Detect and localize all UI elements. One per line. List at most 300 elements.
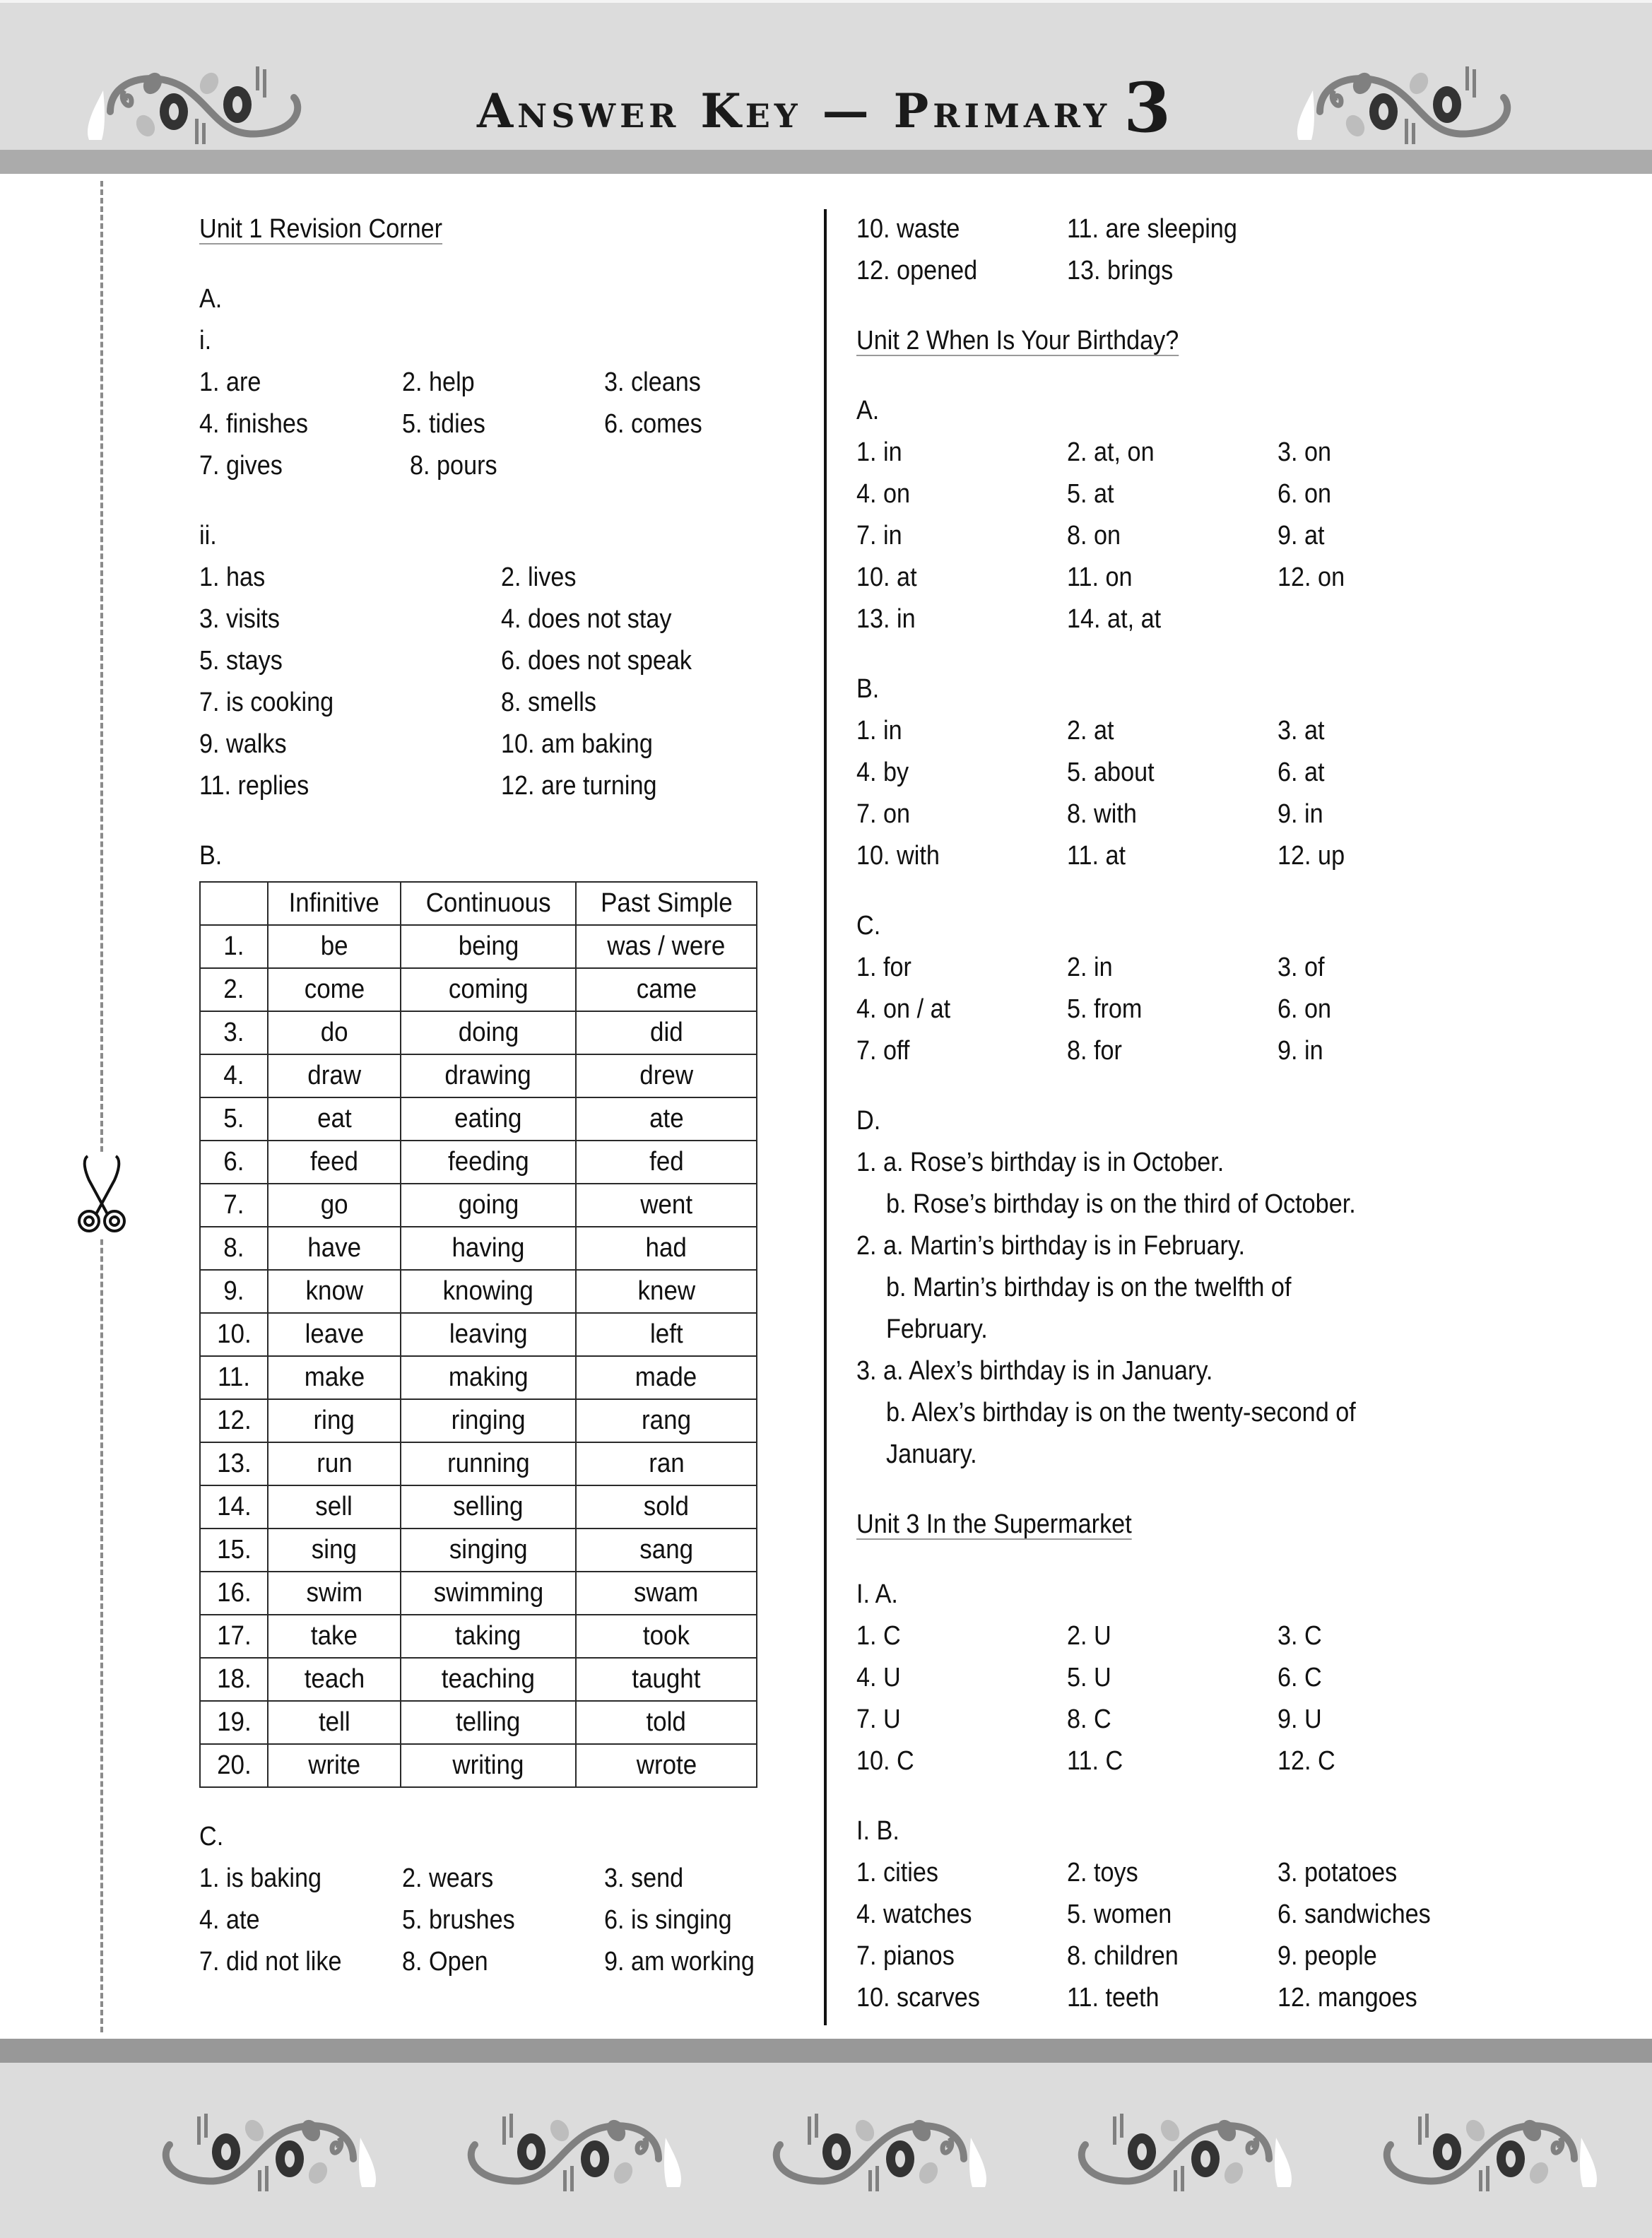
table-cell [401, 968, 576, 1011]
table-cell [200, 1399, 268, 1442]
cell-text: ring [313, 1406, 355, 1435]
answer-item: 8. pours [410, 451, 497, 481]
answer-item: 5. brushes [401, 1905, 515, 1935]
answer-item: 3. of [1278, 953, 1325, 982]
answer-sentence-text: February. [886, 1314, 988, 1344]
table-cell [576, 1399, 757, 1442]
floral-motif-icon [1082, 2114, 1292, 2191]
table-cell [576, 1744, 757, 1787]
answer-item: 1. is baking [199, 1863, 322, 1893]
answer-item: 12. on [1278, 563, 1345, 592]
cell-text: Continuous [425, 888, 551, 918]
table-cell [576, 1701, 757, 1744]
answer-item: 8. children [1067, 1941, 1179, 1971]
table-cell [401, 925, 576, 968]
table-cell [576, 1054, 757, 1097]
answer-item: 9. in [1278, 799, 1323, 829]
answer-row [199, 724, 807, 765]
column-header [401, 882, 576, 925]
section-label: D. [856, 1106, 881, 1136]
answer-row [199, 362, 807, 404]
cell-text: told [646, 1707, 687, 1737]
table-cell [200, 1701, 268, 1744]
answer-item: 12. mangoes [1278, 1983, 1417, 2013]
answer-sentence-text: b. Martin’s birthday is on the twelfth of [886, 1273, 1292, 1302]
table-cell [268, 1184, 401, 1227]
answer-item: 2. U [1067, 1621, 1111, 1651]
answer-item: 7. in [856, 521, 902, 550]
answer-item: 11. C [1067, 1746, 1123, 1776]
cell-text: 9. [223, 1276, 244, 1306]
answer-item: 4. by [856, 758, 909, 787]
answer-item: 10. scarves [856, 1983, 980, 2013]
cell-text: wrote [636, 1750, 697, 1780]
cell-text: eating [454, 1104, 522, 1133]
answer-item: 13. brings [1067, 256, 1174, 285]
answer-row [856, 1852, 1492, 1894]
cell-text: write [308, 1750, 360, 1780]
table-cell [401, 1184, 576, 1227]
answer-item: 3. on [1278, 437, 1332, 467]
answer-sentence [856, 1350, 1492, 1392]
answer-item: 8. C [1067, 1704, 1111, 1734]
section-label: I. A. [856, 1579, 898, 1609]
cell-text: came [636, 974, 697, 1004]
table-cell [576, 1615, 757, 1658]
table-cell [200, 1658, 268, 1701]
answer-row [856, 1657, 1492, 1699]
table-row [200, 1054, 757, 1097]
cell-text: made [635, 1362, 697, 1392]
cell-text: know [305, 1276, 363, 1306]
scissors-icon [73, 1152, 130, 1237]
table-cell [576, 1529, 757, 1572]
table-cell [200, 1054, 268, 1097]
answer-item: 6. at [1278, 758, 1325, 787]
table-cell [401, 1097, 576, 1141]
answer-item: 2. in [1067, 953, 1113, 982]
table-cell [268, 1615, 401, 1658]
cell-text: 18. [216, 1664, 252, 1694]
answer-sentence [856, 1392, 1492, 1434]
table-row [200, 1615, 757, 1658]
answer-item: 4. watches [856, 1900, 972, 1929]
answer-item: 5. stays [199, 646, 283, 676]
cell-text: writing [452, 1750, 524, 1780]
table-cell [576, 1270, 757, 1313]
table-cell [576, 1184, 757, 1227]
section-label: I. B. [856, 1816, 899, 1846]
answer-item: 7. on [856, 799, 911, 829]
answer-row [856, 1030, 1492, 1072]
answer-item: 3. C [1278, 1621, 1322, 1651]
table-cell [401, 1615, 576, 1658]
answer-item: 1. C [856, 1621, 901, 1651]
cell-text: left [649, 1319, 683, 1349]
answer-row [856, 1615, 1492, 1657]
answer-row [199, 640, 807, 682]
answer-row [199, 404, 807, 445]
table-cell [576, 1313, 757, 1356]
cell-text: run [316, 1449, 353, 1478]
unit-1-a-ii-answers [199, 557, 807, 807]
cell-text: rang [642, 1406, 691, 1435]
answer-sentence-text: b. Alex’s birthday is on the twenty-second of [886, 1398, 1356, 1427]
answer-row [199, 682, 807, 724]
cut-line [100, 181, 103, 2032]
answer-item: 9. at [1278, 521, 1325, 550]
table-cell [268, 1658, 401, 1701]
answer-item: 9. am working [604, 1947, 755, 1977]
answer-row [856, 250, 1492, 292]
answer-item: 14. at, at [1067, 604, 1162, 634]
answer-row [199, 445, 807, 487]
cell-text: swim [306, 1578, 362, 1608]
cell-text: was / were [607, 931, 726, 961]
answer-item: 3. cleans [604, 367, 702, 397]
floral-motif-icon [166, 2114, 376, 2191]
answer-item: 7. is cooking [199, 688, 334, 717]
answer-item: 7. off [856, 1036, 910, 1066]
answer-sentence [856, 1434, 1492, 1476]
unit-2-d-answers [856, 1142, 1492, 1476]
table-cell [268, 1442, 401, 1485]
table-row [200, 1744, 757, 1787]
answer-item: 10. at [856, 563, 917, 592]
answer-item: 4. does not stay [501, 604, 672, 634]
cell-text: being [458, 931, 519, 961]
cell-text: 2. [223, 974, 244, 1004]
table-cell [576, 1011, 757, 1054]
table-row [200, 1399, 757, 1442]
table-cell [576, 1572, 757, 1615]
cell-text: ran [648, 1449, 685, 1478]
answer-item: 3. at [1278, 716, 1325, 746]
table-row [200, 1572, 757, 1615]
table-cell [401, 1442, 576, 1485]
answer-row [199, 1858, 807, 1900]
table-cell [401, 1054, 576, 1097]
table-cell [401, 1356, 576, 1399]
footer-band [0, 2039, 1652, 2063]
answer-item: 2. toys [1067, 1858, 1138, 1887]
answer-sentence [856, 1184, 1492, 1225]
answer-item: 10. C [856, 1746, 914, 1776]
answer-item: 1. in [856, 716, 902, 746]
table-cell [200, 1141, 268, 1184]
answer-row [199, 1941, 807, 1983]
unit-2-a-answers [856, 432, 1492, 640]
table-cell [401, 1701, 576, 1744]
table-cell [401, 1270, 576, 1313]
table-cell [268, 1313, 401, 1356]
answer-row [856, 1894, 1492, 1936]
answer-item: 11. at [1067, 841, 1126, 871]
table-cell [268, 968, 401, 1011]
subsection-label: i. [199, 326, 212, 355]
answer-item: 2. wears [401, 1863, 493, 1893]
column-header [268, 882, 401, 925]
answer-item: 5. U [1067, 1663, 1111, 1692]
table-row [200, 925, 757, 968]
answer-item: 6. C [1278, 1663, 1322, 1692]
answer-sentence [856, 1267, 1492, 1309]
cell-text: swam [634, 1578, 699, 1608]
table-cell [268, 1141, 401, 1184]
answer-row [856, 473, 1492, 515]
cell-text: swimming [433, 1578, 543, 1608]
table-cell [268, 1572, 401, 1615]
answer-item: 9. people [1278, 1941, 1377, 1971]
cell-text: 6. [223, 1147, 244, 1177]
cell-text: 3. [223, 1018, 244, 1047]
table-cell [200, 1227, 268, 1270]
cell-text: taught [632, 1664, 701, 1694]
table-cell [576, 1227, 757, 1270]
answer-item: 3. visits [199, 604, 281, 634]
answer-sentence-text: January. [886, 1439, 977, 1469]
table-row [200, 1270, 757, 1313]
cell-text: have [307, 1233, 361, 1263]
table-cell [268, 925, 401, 968]
answer-item: 4. on [856, 479, 911, 509]
cell-text: having [452, 1233, 525, 1263]
grade-number: 3 [1123, 68, 1176, 148]
cell-text: knew [637, 1276, 695, 1306]
answer-item: 6. is singing [604, 1905, 732, 1935]
floral-ornament-icon [1278, 62, 1588, 147]
answer-sentence-text: b. Rose’s birthday is on the third of October. [886, 1189, 1356, 1219]
answer-item: 1. cities [856, 1858, 938, 1887]
unit-2-b-answers [856, 710, 1492, 877]
cell-text: 8. [223, 1233, 244, 1263]
cell-text: coming [448, 974, 529, 1004]
answer-item: 4. on / at [856, 994, 951, 1024]
table-cell [200, 1615, 268, 1658]
table-cell [200, 925, 268, 968]
answer-row [856, 557, 1492, 599]
table-cell [576, 925, 757, 968]
table-cell [268, 1270, 401, 1313]
answer-item: 6. on [1278, 479, 1332, 509]
cell-text: eat [317, 1104, 352, 1133]
table-cell [268, 1356, 401, 1399]
answer-item: 2. help [401, 367, 475, 397]
answer-item: 8. smells [501, 688, 596, 717]
answer-item: 5. women [1067, 1900, 1172, 1929]
table-cell [200, 1529, 268, 1572]
cell-text: go [320, 1190, 348, 1220]
answer-item: 4. finishes [199, 409, 308, 439]
floral-motif-icon [777, 2114, 986, 2191]
cell-text: Past Simple [600, 888, 733, 918]
cell-text: making [448, 1362, 529, 1392]
table-cell [401, 1485, 576, 1529]
table-cell [576, 1658, 757, 1701]
cell-text: 11. [217, 1362, 250, 1392]
answer-row [856, 752, 1492, 794]
answer-item: 11. on [1067, 563, 1133, 592]
table-cell [268, 1744, 401, 1787]
answer-row [856, 432, 1492, 473]
answer-sentence [856, 1225, 1492, 1267]
answer-item: 5. from [1067, 994, 1143, 1024]
table-cell [200, 1097, 268, 1141]
floral-motif-icon [1297, 66, 1507, 144]
table-row [200, 1529, 757, 1572]
section-label: A. [199, 284, 223, 314]
answer-row [856, 1936, 1492, 1977]
answer-item: 3. potatoes [1278, 1858, 1398, 1887]
cell-text: teach [304, 1664, 365, 1694]
table-cell [268, 1485, 401, 1529]
answer-row [199, 765, 807, 807]
cell-text: singing [449, 1535, 528, 1565]
table-row [200, 1701, 757, 1744]
answer-sentence [856, 1142, 1492, 1184]
answer-row [856, 599, 1492, 640]
answer-item: 11. teeth [1067, 1983, 1160, 2013]
column-header [576, 882, 757, 925]
table-cell [401, 1529, 576, 1572]
answer-row [856, 947, 1492, 989]
unit-3-i-b-answers [856, 1852, 1492, 2019]
cell-text: 19. [216, 1707, 252, 1737]
table-cell [401, 1744, 576, 1787]
cell-text: 1. [223, 931, 244, 961]
cell-text: sell [315, 1492, 353, 1521]
answer-item: 9. in [1278, 1036, 1323, 1066]
answer-item: 9. walks [199, 729, 287, 759]
floral-motif-icon [1387, 2114, 1597, 2191]
answer-sentence-text: 2. a. Martin’s birthday is in February. [856, 1231, 1245, 1261]
table-cell [200, 1356, 268, 1399]
table-row [200, 968, 757, 1011]
section-label: A. [856, 396, 880, 425]
table-cell [401, 1141, 576, 1184]
cell-text: take [310, 1621, 358, 1651]
table-cell [200, 1744, 268, 1787]
answer-item: 2. at, on [1067, 437, 1155, 467]
cell-text: 4. [223, 1061, 244, 1090]
page-header [0, 0, 1652, 150]
table-row [200, 1313, 757, 1356]
answer-item: 7. did not like [199, 1947, 342, 1977]
answer-row [856, 835, 1492, 877]
answer-row [856, 208, 1492, 250]
table-cell [200, 1270, 268, 1313]
answer-item: 12. C [1278, 1746, 1335, 1776]
answer-item: 4. ate [199, 1905, 260, 1935]
table-row [200, 1011, 757, 1054]
table-cell [401, 1658, 576, 1701]
table-cell [576, 1141, 757, 1184]
cell-text: selling [453, 1492, 524, 1521]
cell-text: tell [318, 1707, 350, 1737]
answer-item: 8. Open [401, 1947, 488, 1977]
answer-row [199, 1900, 807, 1941]
table-cell [401, 1227, 576, 1270]
unit-2-c-answers [856, 947, 1492, 1072]
answer-row [199, 557, 807, 599]
cell-text: had [645, 1233, 688, 1263]
answer-item: 7. gives [199, 451, 283, 481]
cell-text: make [304, 1362, 365, 1392]
table-cell [268, 1054, 401, 1097]
table-cell [576, 1485, 757, 1529]
answer-row [856, 1977, 1492, 2019]
unit-1-title: Unit 1 Revision Corner [199, 214, 443, 244]
cell-text: took [642, 1621, 690, 1651]
cell-text: leaving [449, 1319, 528, 1349]
unit-3-title: Unit 3 In the Supermarket [856, 1509, 1132, 1539]
cell-text: did [649, 1018, 683, 1047]
cell-text: ate [649, 1104, 684, 1133]
answer-item: 8. with [1067, 799, 1137, 829]
answer-row [856, 710, 1492, 752]
table-cell [401, 1011, 576, 1054]
table-row [200, 1485, 757, 1529]
page-footer [0, 2063, 1652, 2238]
answer-item: 10. am baking [501, 729, 653, 759]
verb-forms-table [199, 881, 757, 1788]
answer-row [856, 1699, 1492, 1741]
unit-1-c-answers-continued [856, 208, 1492, 292]
table-cell [200, 1313, 268, 1356]
answer-item: 7. pianos [856, 1941, 955, 1971]
header-band [0, 150, 1652, 174]
cell-text: 13. [216, 1449, 252, 1478]
answer-item: 4. U [856, 1663, 901, 1692]
answer-item: 2. lives [501, 563, 577, 592]
table-row [200, 1141, 757, 1184]
answer-item: 1. for [856, 953, 911, 982]
table-row [200, 1356, 757, 1399]
cell-text: sang [639, 1535, 693, 1565]
section-label: C. [856, 911, 881, 941]
floral-border-icon [57, 2109, 1597, 2194]
cell-text: leave [305, 1319, 364, 1349]
cell-text: come [304, 974, 365, 1004]
table-cell [200, 1442, 268, 1485]
cell-text: teaching [441, 1664, 536, 1694]
answer-item: 6. on [1278, 994, 1332, 1024]
answer-item: 1. are [199, 367, 261, 397]
cell-text: ringing [451, 1406, 526, 1435]
table-cell [200, 1572, 268, 1615]
table-cell [401, 1313, 576, 1356]
answer-item: 10. with [856, 841, 940, 871]
cell-text: went [640, 1190, 692, 1220]
table-row [200, 1184, 757, 1227]
answer-item: 10. waste [856, 214, 960, 244]
table-cell [200, 1184, 268, 1227]
cell-text: 12. [216, 1406, 252, 1435]
cell-text: draw [307, 1061, 361, 1090]
answer-item: 6. does not speak [501, 646, 692, 676]
cell-text: telling [456, 1707, 521, 1737]
table-cell [268, 1227, 401, 1270]
answer-item: 1. has [199, 563, 266, 592]
title-text: Answer Key — Primary [476, 83, 1111, 139]
section-label: B. [856, 674, 880, 704]
answer-item: 13. in [856, 604, 916, 634]
table-cell [401, 1572, 576, 1615]
cell-text: running [447, 1449, 530, 1478]
table-row [200, 1227, 757, 1270]
cell-text: 7. [223, 1190, 244, 1220]
table-cell [200, 968, 268, 1011]
